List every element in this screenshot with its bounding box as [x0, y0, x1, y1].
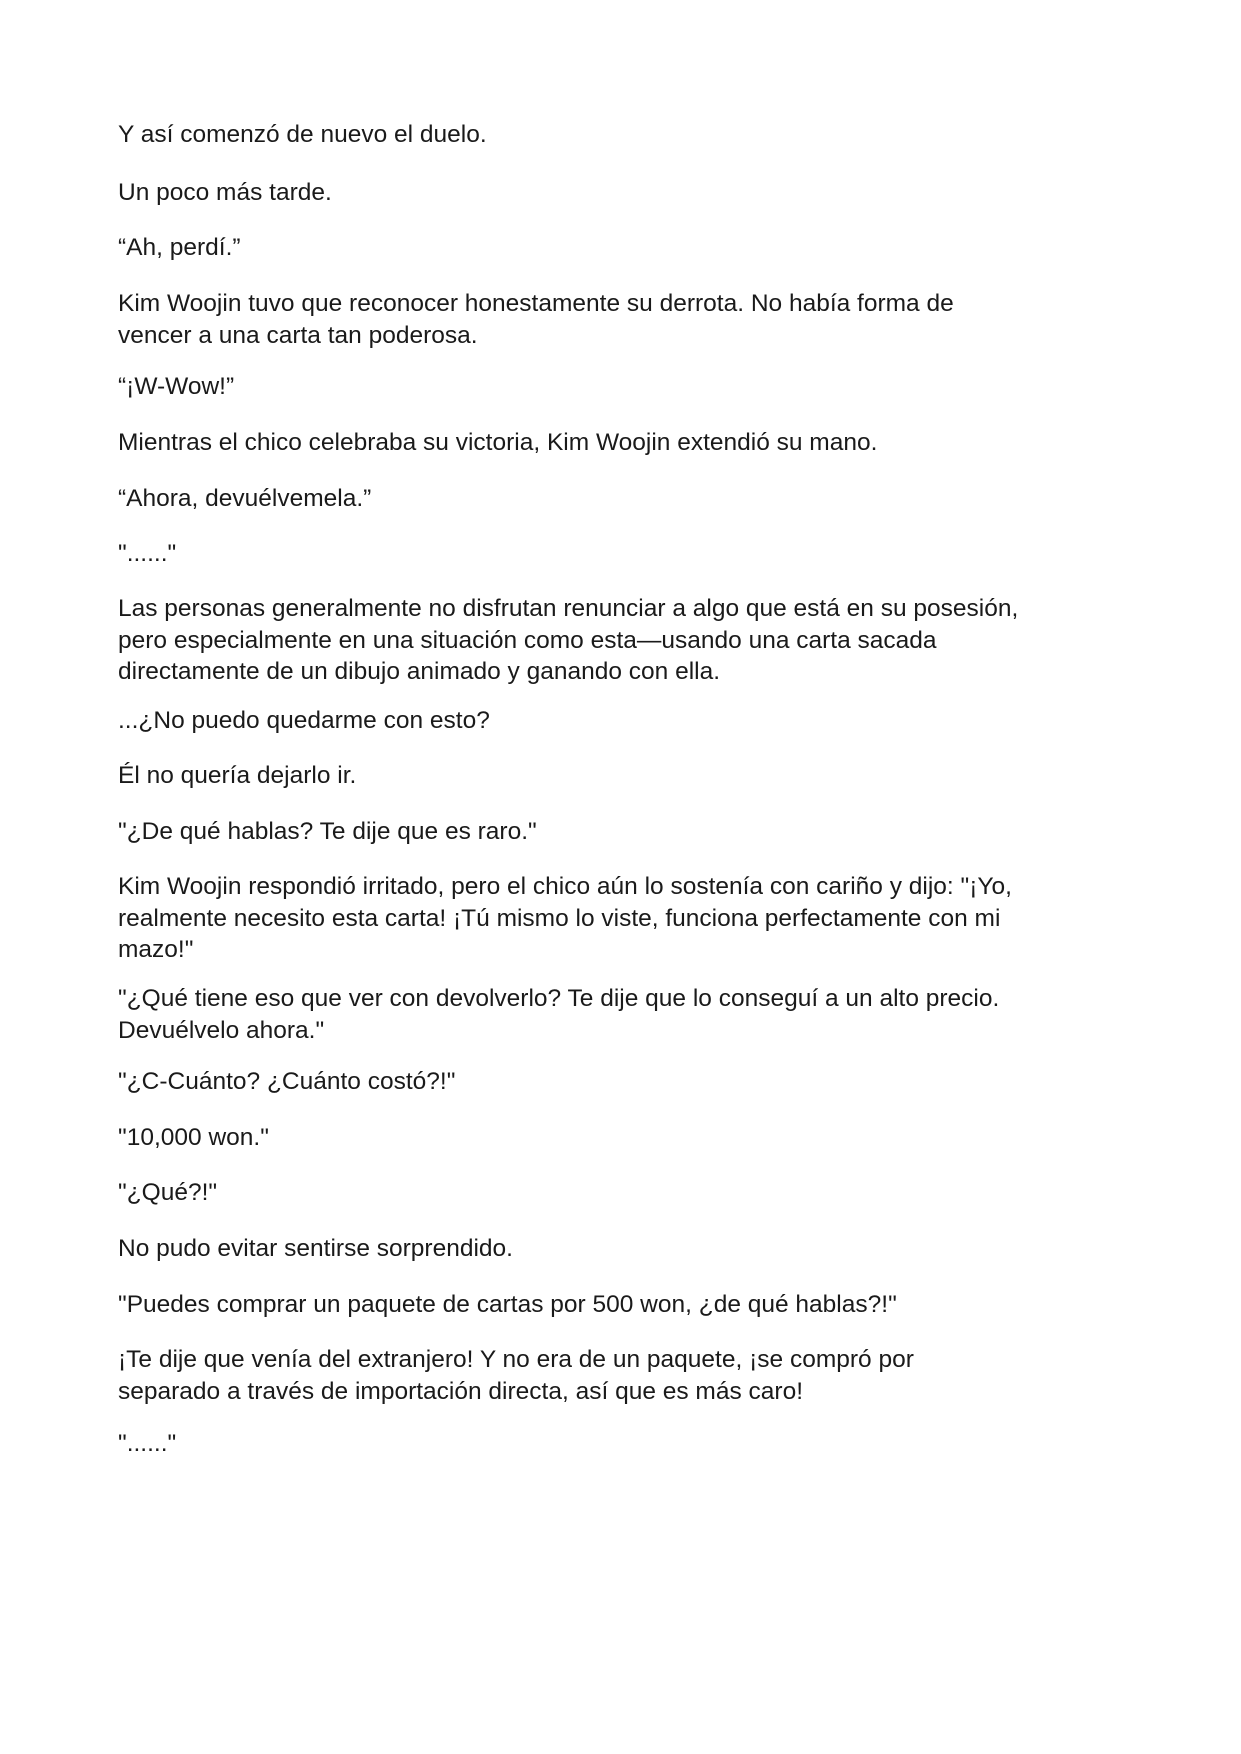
- paragraph: "10,000 won.": [118, 1124, 269, 1151]
- paragraph: "¿C-Cuánto? ¿Cuánto costó?!": [118, 1068, 456, 1095]
- paragraph: Kim Woojin tuvo que reconocer honestamente su derrota. No había forma de vencer a una carta tan poderosa.: [118, 290, 954, 349]
- paragraph: ...¿No puedo quedarme con esto?: [118, 707, 490, 734]
- paragraph: "¿De qué hablas? Te dije que es raro.": [118, 818, 537, 845]
- paragraph: “Ahora, devuélvemela.”: [118, 485, 372, 512]
- paragraph: "......": [118, 540, 177, 567]
- paragraph: Kim Woojin respondió irritado, pero el chico aún lo sostenía con cariño y dijo: "¡Yo, realmente necesito esta carta! ¡Tú mismo lo viste, funciona perfectamente con mi mazo!": [118, 873, 1012, 963]
- paragraph: Las personas generalmente no disfrutan renunciar a algo que está en su posesión, pero especialmente en una situación como esta—usando una carta sacada directamente de un dibujo animado y ganando con ella.: [118, 595, 1019, 685]
- paragraph: "......": [118, 1430, 177, 1457]
- paragraph: No pudo evitar sentirse sorprendido.: [118, 1235, 513, 1262]
- paragraph: "¿Qué tiene eso que ver con devolverlo? Te dije que lo conseguí a un alto precio. Devuélvelo ahora.": [118, 985, 1000, 1044]
- paragraph: “Ah, perdí.”: [118, 234, 241, 261]
- paragraph: Un poco más tarde.: [118, 179, 332, 206]
- paragraph: "¿Qué?!": [118, 1179, 218, 1206]
- paragraph: Él no quería dejarlo ir.: [118, 762, 357, 789]
- paragraph: Mientras el chico celebraba su victoria, Kim Woojin extendió su mano.: [118, 429, 878, 456]
- paragraph: “¡W-Wow!”: [118, 373, 235, 400]
- paragraph: "Puedes comprar un paquete de cartas por 500 won, ¿de qué hablas?!": [118, 1291, 897, 1318]
- paragraph: Y así comenzó de nuevo el duelo.: [118, 121, 487, 148]
- paragraph: ¡Te dije que venía del extranjero! Y no era de un paquete, ¡se compró por separado a través de importación directa, así que es más caro!: [118, 1346, 914, 1405]
